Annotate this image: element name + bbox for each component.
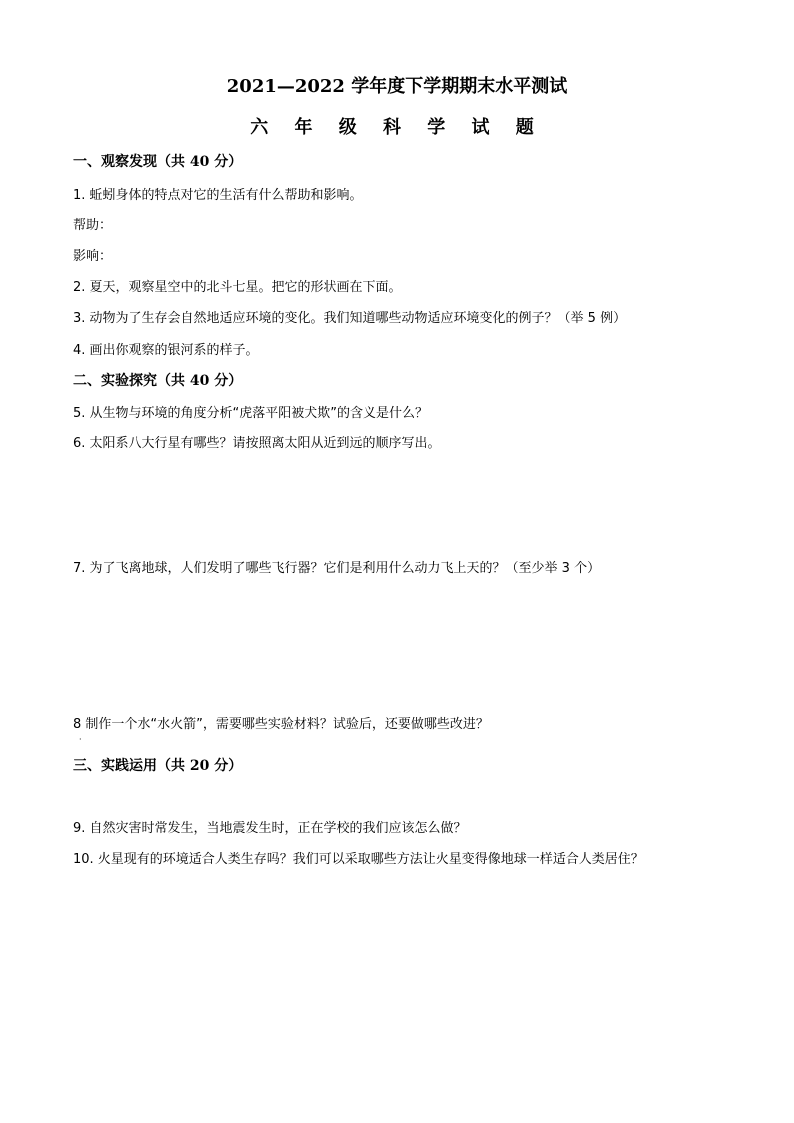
- section-heading-1: 一、观察发现（共 40 分）: [73, 154, 243, 170]
- question-7: 7. 为了飞离地球，人们发明了哪些飞行器？它们是利用什么动力飞上天的？（至少举 3 个）: [73, 561, 601, 576]
- question-5: 5. 从生物与环境的角度分析“虎落平阳被犬欺”的含义是什么？: [73, 406, 429, 421]
- question-6: 6. 太阳系八大行星有哪些？请按照离太阳从近到远的顺序写出。: [73, 436, 441, 451]
- question-4: 4. 画出你观察的银河系的样子。: [73, 343, 259, 358]
- question-10: 10. 火星现有的环境适合人类生存吗？我们可以采取哪些方法让火星变得像地球一样适合人类居住？: [73, 852, 644, 867]
- question-1-effect-label: 影响：: [73, 249, 113, 264]
- question-9: 9. 自然灾害时常发生，当地震发生时，正在学校的我们应该怎么做？: [73, 821, 467, 836]
- page-title: 2021—2022 学年度下学期期末水平测试: [226, 76, 568, 97]
- question-8: 8 制作一个水“水火箭”，需要哪些实验材料？试验后，还要做哪些改进？: [73, 717, 489, 732]
- question-2: 2. 夏天，观察星空中的北斗七星。把它的形状画在下面。: [73, 280, 402, 295]
- page-subtitle: 六 年 级 科 学 试 题: [250, 117, 544, 138]
- question-1: 1. 蚯蚓身体的特点对它的生活有什么帮助和影响。: [73, 188, 363, 203]
- question-3: 3. 动物为了生存会自然地适应环境的变化。我们知道哪些动物适应环境变化的例子？（举 5 例）: [73, 311, 627, 326]
- stray-mark: ·: [79, 735, 82, 744]
- section-heading-2: 二、实验探究（共 40 分）: [73, 373, 243, 389]
- section-heading-3: 三、实践运用（共 20 分）: [73, 758, 243, 774]
- question-1-help-label: 帮助：: [73, 218, 113, 233]
